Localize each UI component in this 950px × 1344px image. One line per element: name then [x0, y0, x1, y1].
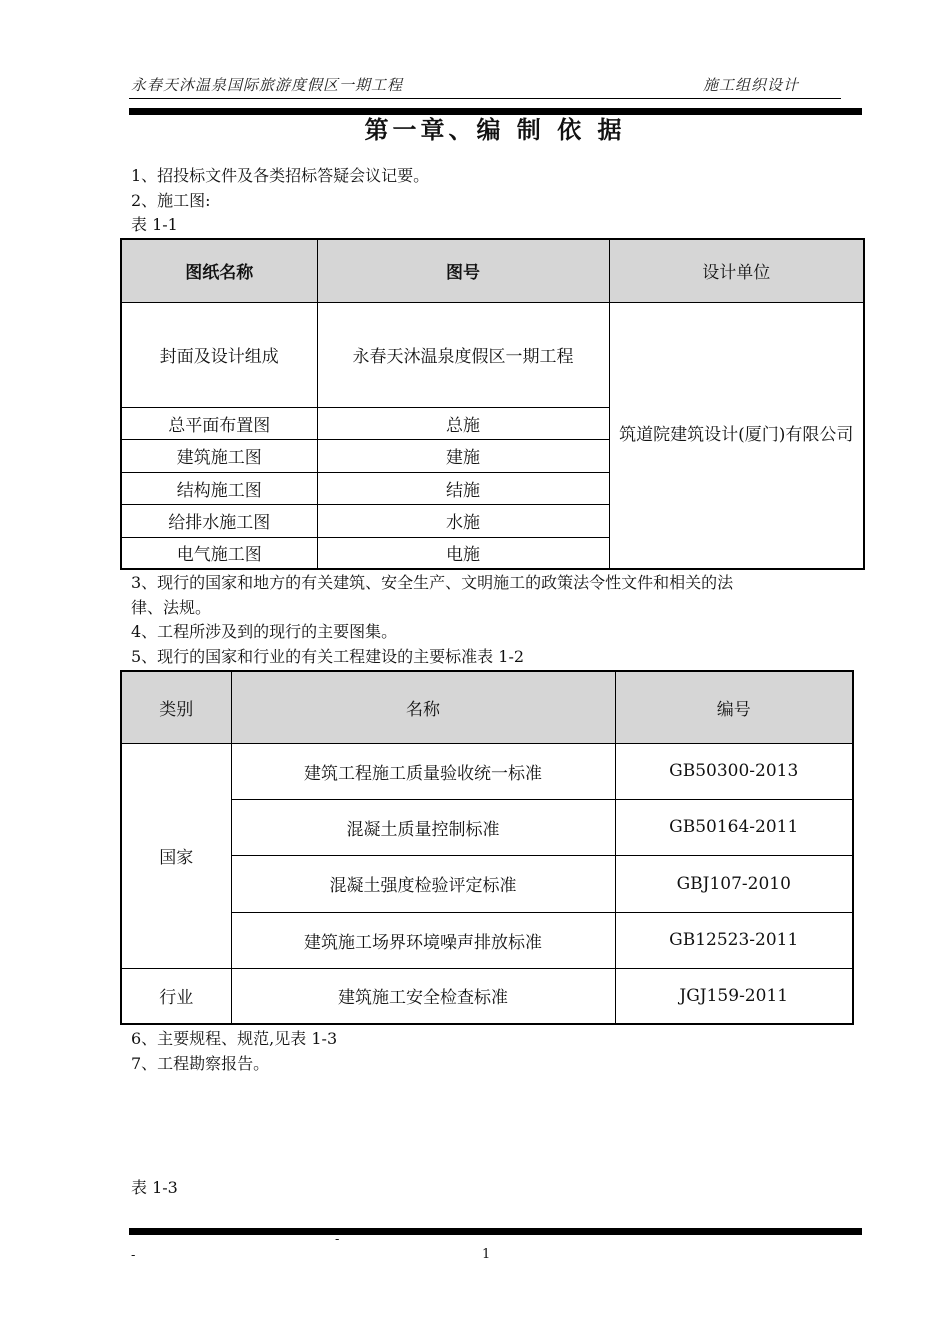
cell-standard-name: 建筑工程施工质量验收统一标准 [231, 743, 615, 799]
cell-standard-code: JGJ159-2011 [615, 968, 853, 1024]
col-drawing-number: 图号 [317, 239, 609, 302]
cell-number: 电施 [317, 537, 609, 569]
cell-name: 总平面布置图 [121, 407, 317, 439]
cell-category-industry: 行业 [121, 968, 231, 1024]
cell-standard-name: 建筑施工安全检查标准 [231, 968, 615, 1024]
cell-standard-code: GBJ107-2010 [615, 855, 853, 912]
col-category: 类别 [121, 671, 231, 743]
cell-number: 建施 [317, 439, 609, 472]
item-3-line-2: 律、法规。 [131, 598, 212, 617]
page-number: 1 [482, 1247, 491, 1262]
cell-name: 结构施工图 [121, 472, 317, 504]
item-7: 7、工程勘察报告。 [131, 1054, 270, 1073]
cell-name: 给排水施工图 [121, 504, 317, 537]
table-row [121, 799, 853, 855]
table-row [121, 968, 853, 1024]
col-drawing-name: 图纸名称 [121, 239, 317, 302]
cell-number: 水施 [317, 504, 609, 537]
cell-number: 结施 [317, 472, 609, 504]
footer-thick-rule [129, 1228, 862, 1235]
col-standard-code: 编号 [615, 671, 853, 743]
cell-designer: 筑道院建筑设计(厦门)有限公司 [609, 302, 864, 569]
table-row [121, 302, 864, 407]
cell-standard-code: GB50164-2011 [615, 799, 853, 855]
cell-standard-code: GB50300-2013 [615, 743, 853, 799]
cell-standard-name: 建筑施工场界环境噪声排放标准 [231, 912, 615, 968]
table-row [121, 743, 853, 799]
table-1-label: 表 1-1 [131, 215, 178, 234]
cell-standard-name: 混凝土质量控制标准 [231, 799, 615, 855]
header-project-name: 永春天沐温泉国际旅游度假区一期工程 [131, 76, 404, 94]
item-6: 6、主要规程、规范,见表 1-3 [131, 1029, 338, 1048]
footer-mark: - [335, 1232, 340, 1247]
drawings-table [120, 238, 865, 570]
cell-number: 总施 [317, 407, 609, 439]
table-3-label: 表 1-3 [131, 1178, 178, 1197]
header-thin-rule [129, 98, 841, 99]
cell-standard-code: GB12523-2011 [615, 912, 853, 968]
table-row [121, 855, 853, 912]
cell-standard-name: 混凝土强度检验评定标准 [231, 855, 615, 912]
standards-table [120, 670, 854, 1025]
cell-name: 建筑施工图 [121, 439, 317, 472]
header-doc-type: 施工组织设计 [703, 76, 800, 94]
item-1: 1、招投标文件及各类招标答疑会议记要。 [131, 166, 430, 185]
chapter-title: 第一章、编 制 依 据 [364, 116, 626, 144]
cell-number: 永春天沐温泉度假区一期工程 [317, 302, 609, 407]
table-row [121, 912, 853, 968]
cell-name: 电气施工图 [121, 537, 317, 569]
item-3-line-1: 3、现行的国家和地方的有关建筑、安全生产、文明施工的政策法令性文件和相关的法 [131, 573, 734, 592]
item-2: 2、施工图: [131, 191, 211, 210]
col-designer: 设计单位 [609, 239, 864, 302]
cell-category-national: 国家 [121, 743, 231, 968]
col-standard-name: 名称 [231, 671, 615, 743]
footer-left-mark: - [131, 1248, 136, 1263]
item-4: 4、工程所涉及到的现行的主要图集。 [131, 622, 398, 641]
item-5: 5、现行的国家和行业的有关工程建设的主要标准表 1-2 [131, 647, 525, 666]
cell-name: 封面及设计组成 [121, 302, 317, 407]
